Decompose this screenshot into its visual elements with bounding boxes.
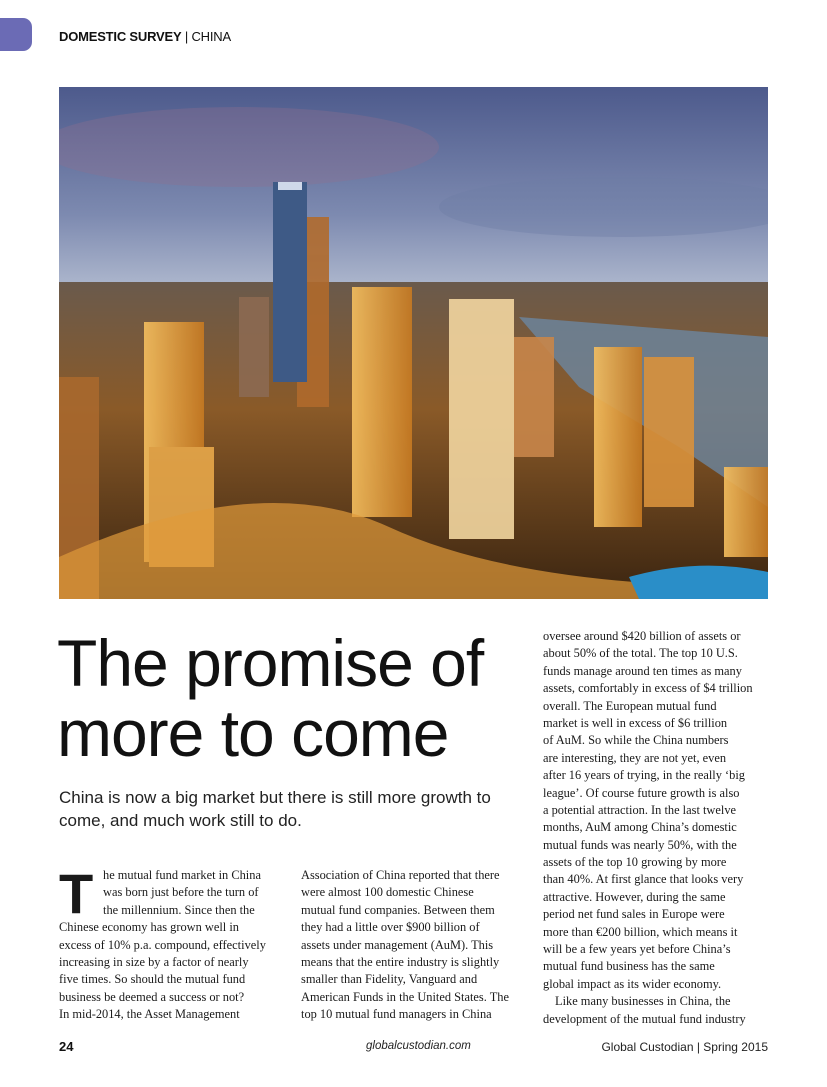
body-line: mutual funds was nearly 50%, with the bbox=[543, 837, 737, 852]
body-line: assets, comfortably in excess of $4 trillion bbox=[543, 681, 753, 696]
drop-cap: T bbox=[59, 862, 94, 925]
body-line: than 40%. At first glance that looks very bbox=[543, 872, 744, 887]
body-line: market is well in excess of $6 trillion bbox=[543, 715, 728, 730]
body-line: business be deemed a success or not? bbox=[59, 989, 245, 1004]
body-line: he mutual fund market in China bbox=[103, 868, 261, 882]
body-line: of AuM. So while the China numbers bbox=[543, 733, 729, 748]
body-line: means that the entire industry is slightly bbox=[301, 954, 500, 969]
page-number: 24 bbox=[59, 1039, 74, 1054]
body-line: were almost 100 domestic Chinese bbox=[301, 885, 474, 900]
body-line: In mid-2014, the Asset Management bbox=[59, 1007, 240, 1022]
body-column-1 bbox=[59, 862, 284, 1024]
header-separator: | bbox=[184, 29, 189, 44]
body-line: assets under management (AuM). This bbox=[301, 937, 494, 952]
body-line: after 16 years of trying, in the really ‘big bbox=[543, 768, 745, 783]
body-line: they had a little over $900 billion of bbox=[301, 920, 480, 935]
topic-label: CHINA bbox=[191, 29, 231, 44]
body-line: will be a few years yet before China’s bbox=[543, 942, 731, 957]
body-line: the millennium. Since then the bbox=[103, 902, 255, 917]
body-line: was born just before the turn of bbox=[103, 885, 259, 900]
standfirst: China is now a big market but there is still more growth to come, and much work still to do. bbox=[59, 788, 491, 830]
body-line: five times. So should the mutual fund bbox=[59, 972, 246, 987]
body-line: attractive. However, during the same bbox=[543, 889, 726, 904]
body-line: American Funds in the United States. The bbox=[301, 989, 509, 1004]
title-line: The promise of bbox=[57, 626, 484, 700]
body-line: months, AuM among China’s domestic bbox=[543, 820, 737, 835]
body-line: top 10 mutual fund managers in China bbox=[301, 1007, 492, 1022]
body-line: development of the mutual fund industry bbox=[543, 1011, 746, 1026]
running-header bbox=[59, 29, 231, 44]
body-line: funds manage around ten times as many bbox=[543, 663, 742, 678]
body-column-3 bbox=[543, 628, 771, 1028]
article-title bbox=[57, 628, 483, 768]
body-column-2 bbox=[301, 867, 526, 1024]
body-line: oversee around $420 billion of assets or bbox=[543, 629, 741, 643]
section-label: DOMESTIC SURVEY bbox=[59, 29, 182, 44]
body-line: Chinese economy has grown well in bbox=[59, 920, 239, 935]
shanghai-skyline-photo bbox=[59, 87, 768, 599]
body-line: assets of the top 10 growing by more bbox=[543, 855, 727, 870]
footer-url: globalcustodian.com bbox=[366, 1040, 471, 1052]
body-line: increasing in size by a factor of nearly bbox=[59, 954, 249, 969]
title-line: more to come bbox=[57, 696, 449, 770]
body-line: global impact as its wider economy. bbox=[543, 976, 722, 991]
body-line: mutual fund business has the same bbox=[543, 959, 715, 974]
body-line: a potential attraction. In the last twelve bbox=[543, 802, 737, 817]
body-line: about 50% of the total. The top 10 U.S. bbox=[543, 646, 738, 661]
body-line: period net fund sales in Europe were bbox=[543, 907, 725, 922]
body-line: more than €200 billion, which means it bbox=[543, 924, 738, 939]
body-line: overall. The European mutual fund bbox=[543, 698, 717, 713]
body-line: league’. Of course future growth is also bbox=[543, 785, 740, 800]
body-line: Like many businesses in China, the bbox=[555, 994, 731, 1009]
body-line: excess of 10% p.a. compound, effectively bbox=[59, 937, 266, 952]
footer-magazine: Global Custodian | Spring 2015 bbox=[601, 1040, 768, 1054]
section-tab bbox=[0, 18, 32, 51]
body-line: Association of China reported that there bbox=[301, 868, 500, 882]
body-line: smaller than Fidelity, Vanguard and bbox=[301, 972, 478, 987]
body-line: mutual fund companies. Between them bbox=[301, 902, 495, 917]
body-line: are interesting, they are not yet, even bbox=[543, 750, 727, 765]
